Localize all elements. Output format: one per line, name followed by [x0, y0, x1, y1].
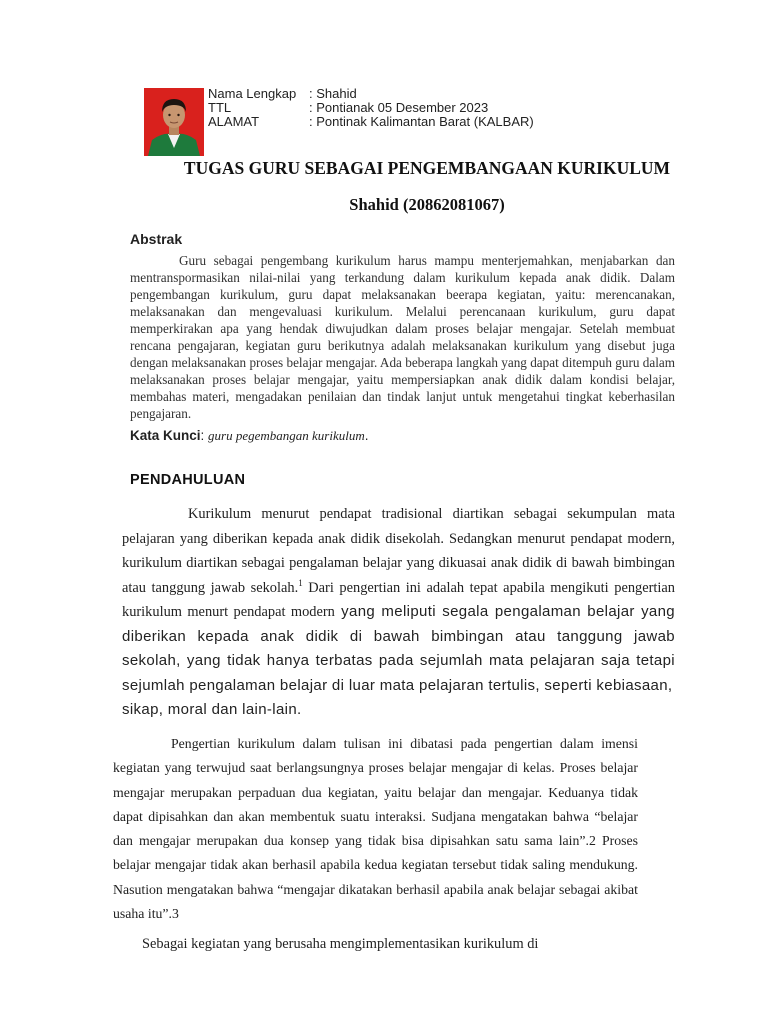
paragraph-3: Sebagai kegiatan yang berusaha mengimplementasikan kurikulum di	[142, 936, 539, 952]
info-key: ALAMAT	[208, 114, 260, 129]
paper-author: Shahid (20862081067)	[349, 195, 505, 214]
paragraph-1-sans: yang meliputi segala pengalaman belajar yang diberikan kepada anak didik di bawah bimbingan atau tanggung jawab sekolah, yang tidak hanya terbatas pada sejumlah mata pelajaran saja tetapi sejumlah pengalaman belajar di luar mata pelajaran tertulis, seperti kebiasaan,	[122, 603, 675, 694]
paragraph-1-tail: Dari pengertian ini adalah tepat apabila mengikuti pengertian kurikulum menurt pendapat modern	[122, 579, 675, 620]
info-row-ttl	[208, 101, 534, 115]
paper-title: TUGAS GURU SEBAGAI PENGEMBANGAAN KURIKULUM	[183, 158, 671, 178]
paragraph-2: Pengertian kurikulum dalam tulisan ini dibatasi pada pengertian dalam imensi kegiatan yang terwujud saat berlangsungnya proses belajar mengajar di kelas. Proses belajar mengajar merupakan perpaduan dua kegiatan, yaitu belajar dan mengajar. Keduanya tidak dapat dipisahkan dan akan membentuk suatu interaksi. Sudjana mengatakan bahwa “belajar dan mengajar merupakan dua konsep yang tidak bisa dipisahkan satu sama lain”.2 Proses belajar mengajar tidak akan berhasil apabila kedua kegiatan tersebut tidak saling mendukung. Nasution mengatakan bahwa “mengajar dikatakan berhasil apabila anak belajar sebagai akibat usaha itu”.3	[113, 736, 638, 922]
keywords-value: guru pegembangan kurikulum	[208, 428, 365, 443]
info-value: : Shahid	[309, 86, 357, 101]
abstract-heading: Abstrak	[130, 231, 183, 247]
info-value: : Pontinak Kalimantan Barat (KALBAR)	[309, 114, 534, 129]
info-value: : Pontianak 05 Desember 2023	[309, 100, 489, 115]
info-row-address	[208, 115, 534, 129]
keywords-label: Kata Kunci	[130, 428, 201, 443]
paragraph-1-lead: Kurikulum menurut pendapat tradisional diartikan sebagai sekumpulan mata pelajaran yang diberikan kepada anak didik disekolah. Sedangkan menurut pendapat modern, kurikulum diartikan sebagai pengalaman belajar yang dikuasai anak didik di bawah bimbingan atau tanggung jawab sekolah.	[122, 506, 675, 596]
paragraph-1-text	[122, 502, 675, 698]
keywords-separator: :	[200, 428, 209, 443]
paragraph-1-last-line: sikap, moral dan lain-lain.	[122, 701, 302, 718]
section-heading: PENDAHULUAN	[130, 472, 246, 488]
paragraph-1	[122, 502, 675, 723]
abstract-body: Guru sebagai pengembang kurikulum harus mampu menterjemahkan, menjabarkan dan mentranspormasikan nilai-nilai yang terkandung dalam kurikulum kepada anak didik. Dalam pengembangan kurikulum, guru dapat melaksanakan beerapa kegiatan, yaitu: merencanakan, melaksanakan dan mengevaluasi kurikulum. Melalui perencanaan kurikulum, guru dapat memperkirakan apa yang hendak diwujudkan dalam proses belajar mengajar. Setelah membuat rencana pengajaran, kegiatan guru berikutnya adalah melaksanakan kurikulum yang disebut juga dengan melaksanakan proses belajar mengajar. Ada beberapa langkah yang dapat ditempuh guru dalam melaksanakan proses belajar mengajar, yaitu mempersiapkan anak didik dalam kondisi belajar, membahas materi, mengadakan penilaian dan tindak lanjut untuk mengetahui tingkat keberhasilan pengajaran.	[130, 253, 675, 421]
author-portrait-image	[144, 88, 204, 156]
keywords	[130, 428, 369, 444]
author-photo	[144, 88, 204, 156]
author-info	[208, 87, 534, 129]
info-row-name	[208, 87, 534, 101]
keywords-end: .	[364, 428, 369, 443]
info-key: Nama Lengkap	[208, 86, 297, 101]
info-key: TTL	[208, 100, 232, 115]
footnote-ref: 1	[298, 577, 303, 588]
